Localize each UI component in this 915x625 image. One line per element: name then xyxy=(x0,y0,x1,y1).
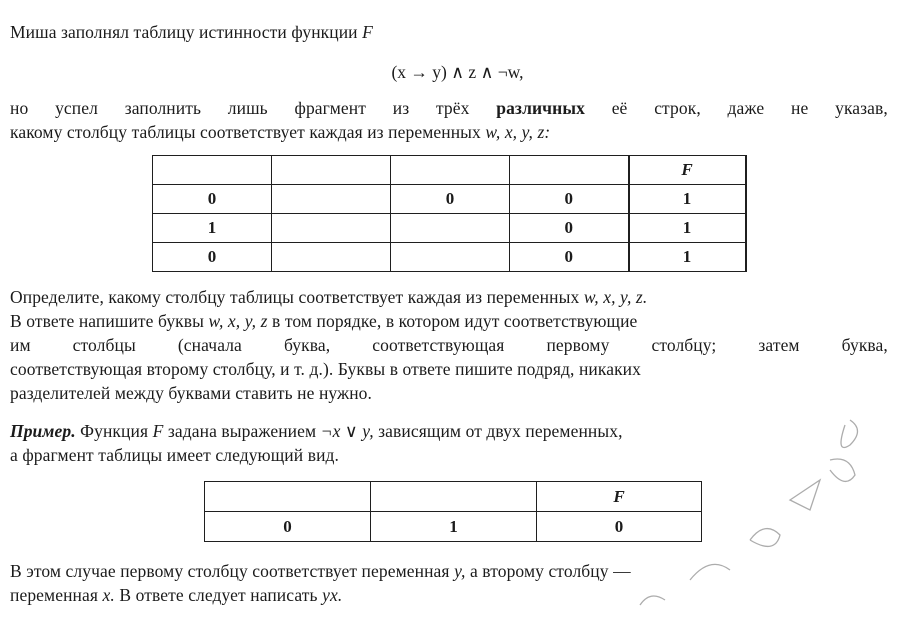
example-line-1 xyxy=(10,420,623,442)
intro-line-2-word: указав, xyxy=(835,98,888,118)
intro-line-2 xyxy=(10,97,888,119)
example-expression: ¬x ∨ y, xyxy=(320,421,374,441)
example-line-2: а фрагмент таблицы имеет следующий вид. xyxy=(10,445,340,465)
truth-table-header-cell xyxy=(272,156,391,185)
truth-table-cell: 0 xyxy=(510,214,629,243)
truth-table-cell: 1 xyxy=(629,185,746,214)
truth-table-cell xyxy=(272,214,391,243)
conclusion-text-c: переменная xyxy=(10,585,99,605)
example-text-b: задана выражением xyxy=(167,421,317,441)
intro-line-2-word: но xyxy=(10,98,29,118)
intro-line-2-word: различных xyxy=(496,98,585,118)
truth-table-cell xyxy=(272,185,391,214)
intro-line-3-text: какому столбцу таблицы соответствует каждая из переменных xyxy=(10,122,481,142)
example-table-cell: 0 xyxy=(205,512,371,542)
truth-table-cell: 0 xyxy=(510,243,629,272)
task-line-3-word: (сначала xyxy=(177,335,242,355)
conclusion-text-b: а второму столбцу — xyxy=(469,561,631,581)
conclusion-text-d: В ответе следует написать xyxy=(119,585,318,605)
truth-table-cell: 0 xyxy=(510,185,629,214)
task-line-3 xyxy=(10,334,888,356)
task-line-3-word: буква, xyxy=(283,335,331,355)
example-text-c: зависящим от двух переменных, xyxy=(378,421,623,441)
intro-line-1 xyxy=(10,21,373,43)
truth-table-row xyxy=(153,185,746,214)
conclusion-answer: yx. xyxy=(322,585,343,605)
truth-table-cell: 1 xyxy=(629,243,746,272)
truth-table-header-row xyxy=(153,156,746,185)
truth-table-cell xyxy=(391,214,510,243)
truth-table-header-cell: F xyxy=(629,156,746,185)
truth-table-cell xyxy=(272,243,391,272)
watermark-graphic xyxy=(600,380,900,610)
example-label: Пример. xyxy=(10,421,76,441)
intro-line-2-word: заполнить xyxy=(124,98,202,118)
function-name: F xyxy=(362,22,373,42)
truth-table-cell xyxy=(391,243,510,272)
intro-variables: w, x, y, z: xyxy=(485,122,551,142)
truth-table-cell: 0 xyxy=(153,185,272,214)
intro-line-2-word: трёх xyxy=(435,98,470,118)
truth-table-row xyxy=(153,243,746,272)
truth-table-header-cell xyxy=(510,156,629,185)
intro-text: Миша заполнял таблицу истинности функции xyxy=(10,22,358,42)
task-line-1 xyxy=(10,286,647,308)
task-line-4: соответствующая второму столбцу, и т. д.). Буквы в ответе пишите подряд, никаких xyxy=(10,359,642,379)
intro-line-2-word: фрагмент xyxy=(294,98,366,118)
example-table-cell: 1 xyxy=(371,512,537,542)
example-function-name: F xyxy=(152,421,164,441)
task-line-3-word: соответствующая xyxy=(372,335,505,355)
example-text-a: Функция xyxy=(80,421,149,441)
conclusion-text-a: В этом случае первому столбцу соответствует переменная xyxy=(10,561,450,581)
conclusion-line-1 xyxy=(10,560,631,582)
task-line-2-end: в том порядке, в котором идут соответствующие xyxy=(272,311,638,331)
example-table-header-cell: F xyxy=(537,482,702,512)
truth-table-cell: 0 xyxy=(153,243,272,272)
task-line-2-vars: w, x, y, z xyxy=(208,311,268,331)
example-table-header-cell xyxy=(371,482,537,512)
task-line-3-word: столбцу; xyxy=(651,335,717,355)
task-line-3-word: столбцы xyxy=(72,335,136,355)
intro-line-2-word: успел xyxy=(55,98,98,118)
truth-table-row xyxy=(153,214,746,243)
truth-table-header-cell xyxy=(391,156,510,185)
task-line-2 xyxy=(10,310,637,332)
intro-line-2-word: не xyxy=(791,98,809,118)
task-line-3-word: затем xyxy=(758,335,800,355)
truth-table-cell: 0 xyxy=(391,185,510,214)
formula: (x → y) ∧ z ∧ ¬w, xyxy=(391,62,524,82)
task-variables: w, x, y, z. xyxy=(583,287,648,307)
task-line-3-word: первому xyxy=(546,335,610,355)
intro-line-2-word: из xyxy=(392,98,410,118)
truth-table xyxy=(152,155,747,272)
conclusion-line-2 xyxy=(10,584,342,606)
task-line-2-start: В ответе напишите буквы xyxy=(10,311,205,331)
task-line-5: разделителей между буквами ставить не нужно. xyxy=(10,383,373,403)
conclusion-var-x: x. xyxy=(102,585,115,605)
example-table-cell: 0 xyxy=(537,512,702,542)
intro-line-2-word: строк, xyxy=(654,98,701,118)
intro-line-2-word: даже xyxy=(727,98,765,118)
truth-table-cell: 1 xyxy=(629,214,746,243)
intro-line-3 xyxy=(10,121,550,143)
task-line-3-word: буква, xyxy=(841,335,888,355)
example-table-header-cell xyxy=(205,482,371,512)
task-line-3-word: им xyxy=(10,335,31,355)
intro-line-2-word: лишь xyxy=(227,98,268,118)
truth-table-cell: 1 xyxy=(153,214,272,243)
task-line-1-text: Определите, какому столбцу таблицы соответствует каждая из переменных xyxy=(10,287,580,307)
conclusion-var-y: y, xyxy=(454,561,466,581)
truth-table-header-cell xyxy=(153,156,272,185)
intro-line-2-word: её xyxy=(611,98,628,118)
